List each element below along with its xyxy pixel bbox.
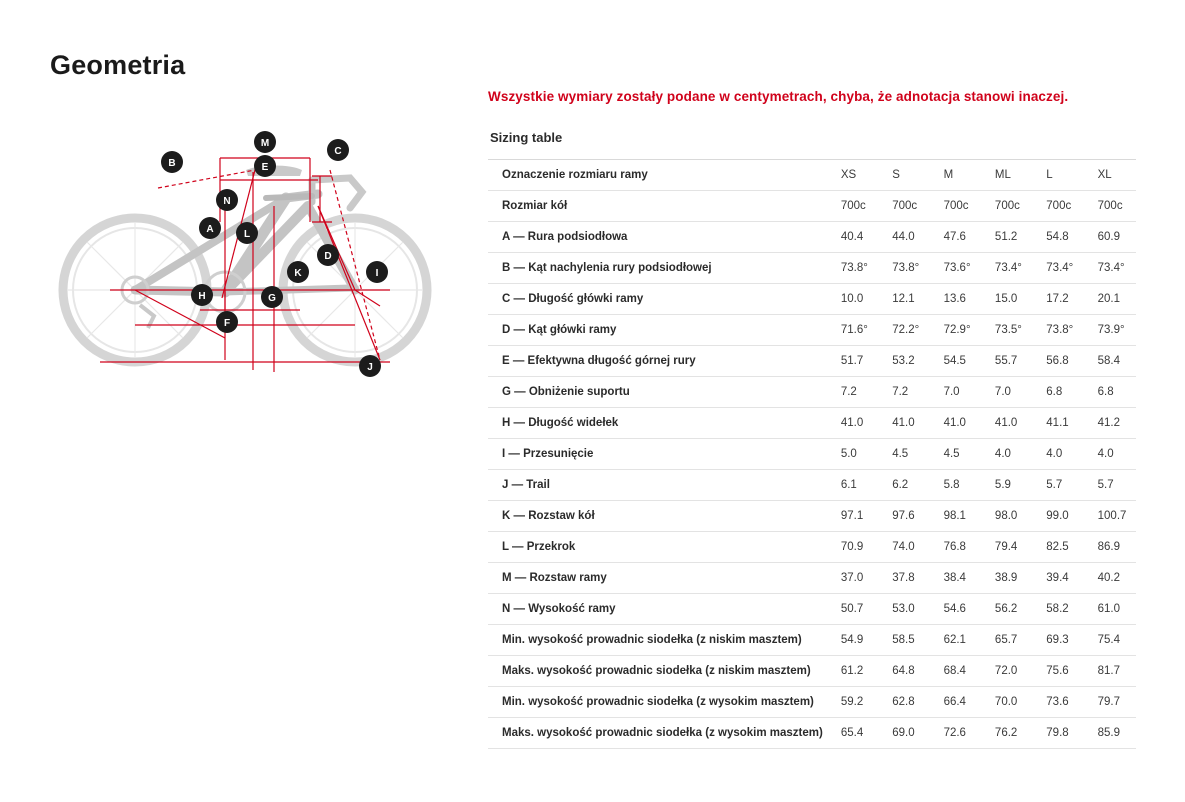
cell-value: 73.8° bbox=[878, 252, 929, 283]
table-row bbox=[488, 624, 1136, 655]
cell-value: 51.7 bbox=[827, 345, 878, 376]
cell-value: 73.4° bbox=[1032, 252, 1083, 283]
units-notice: Wszystkie wymiary zostały podane w centymetrach, chyba, że adnotacja stanowi inaczej. bbox=[488, 89, 1069, 104]
cell-value: 72.2° bbox=[878, 314, 929, 345]
geometry-table bbox=[488, 159, 1136, 749]
cell-value: 700c bbox=[1032, 190, 1083, 221]
cell-value: 41.2 bbox=[1084, 407, 1136, 438]
table-row bbox=[488, 438, 1136, 469]
cell-value: 79.7 bbox=[1084, 686, 1136, 717]
cell-value: 62.8 bbox=[878, 686, 929, 717]
cell-value: 62.1 bbox=[930, 624, 981, 655]
table-row bbox=[488, 593, 1136, 624]
cell-value: 100.7 bbox=[1084, 500, 1136, 531]
cell-value: 65.4 bbox=[827, 717, 878, 748]
cell-value: 75.6 bbox=[1032, 655, 1083, 686]
page-title: Geometria bbox=[50, 50, 186, 80]
svg-text:N: N bbox=[223, 196, 231, 207]
table-row bbox=[488, 376, 1136, 407]
column-header-s: S bbox=[878, 159, 929, 190]
cell-value: 64.8 bbox=[878, 655, 929, 686]
cell-value: 12.1 bbox=[878, 283, 929, 314]
cell-value: 81.7 bbox=[1084, 655, 1136, 686]
row-label: Maks. wysokość prowadnic siodełka (z niskim masztem) bbox=[488, 655, 827, 686]
cell-value: 15.0 bbox=[981, 283, 1032, 314]
column-header-xs: XS bbox=[827, 159, 878, 190]
cell-value: 72.0 bbox=[981, 655, 1032, 686]
cell-value: 59.2 bbox=[827, 686, 878, 717]
cell-value: 98.1 bbox=[930, 500, 981, 531]
cell-value: 7.2 bbox=[827, 376, 878, 407]
svg-text:C: C bbox=[334, 146, 342, 157]
cell-value: 4.5 bbox=[930, 438, 981, 469]
svg-text:J: J bbox=[367, 362, 373, 373]
cell-value: 70.0 bbox=[981, 686, 1032, 717]
row-label: C — Długość główki ramy bbox=[488, 283, 827, 314]
cell-value: 73.6 bbox=[1032, 686, 1083, 717]
cell-value: 51.2 bbox=[981, 221, 1032, 252]
svg-text:M: M bbox=[260, 138, 270, 149]
cell-value: 73.8° bbox=[1032, 314, 1083, 345]
table-body bbox=[488, 190, 1136, 748]
cell-value: 79.4 bbox=[981, 531, 1032, 562]
cell-value: 6.8 bbox=[1032, 376, 1083, 407]
cell-value: 39.4 bbox=[1032, 562, 1083, 593]
row-label: D — Kąt główki ramy bbox=[488, 314, 827, 345]
svg-text:I: I bbox=[375, 268, 379, 279]
cell-value: 79.8 bbox=[1032, 717, 1083, 748]
table-row bbox=[488, 655, 1136, 686]
cell-value: 5.8 bbox=[930, 469, 981, 500]
cell-value: 58.5 bbox=[878, 624, 929, 655]
cell-value: 61.0 bbox=[1084, 593, 1136, 624]
table-header-row bbox=[488, 159, 1136, 190]
cell-value: 53.0 bbox=[878, 593, 929, 624]
cell-value: 4.5 bbox=[878, 438, 929, 469]
column-header-l: L bbox=[1032, 159, 1083, 190]
cell-value: 7.0 bbox=[930, 376, 981, 407]
cell-value: 73.9° bbox=[1084, 314, 1136, 345]
cell-value: 700c bbox=[827, 190, 878, 221]
cell-value: 73.6° bbox=[930, 252, 981, 283]
table-row bbox=[488, 686, 1136, 717]
sizing-panel bbox=[488, 88, 1136, 749]
cell-value: 4.0 bbox=[1032, 438, 1083, 469]
cell-value: 66.4 bbox=[930, 686, 981, 717]
table-row bbox=[488, 717, 1136, 748]
cell-value: 75.4 bbox=[1084, 624, 1136, 655]
row-label: H — Długość widełek bbox=[488, 407, 827, 438]
cell-value: 97.6 bbox=[878, 500, 929, 531]
cell-value: 82.5 bbox=[1032, 531, 1083, 562]
cell-value: 700c bbox=[1084, 190, 1136, 221]
cell-value: 60.9 bbox=[1084, 221, 1136, 252]
svg-text:K: K bbox=[294, 268, 302, 279]
cell-value: 4.0 bbox=[1084, 438, 1136, 469]
cell-value: 41.0 bbox=[827, 407, 878, 438]
cell-value: 85.9 bbox=[1084, 717, 1136, 748]
cell-value: 55.7 bbox=[981, 345, 1032, 376]
table-row bbox=[488, 283, 1136, 314]
row-label: I — Przesunięcie bbox=[488, 438, 827, 469]
svg-text:D: D bbox=[324, 251, 332, 262]
cell-value: 41.1 bbox=[1032, 407, 1083, 438]
cell-value: 700c bbox=[878, 190, 929, 221]
cell-value: 73.4° bbox=[981, 252, 1032, 283]
table-row bbox=[488, 190, 1136, 221]
table-row bbox=[488, 252, 1136, 283]
cell-value: 54.8 bbox=[1032, 221, 1083, 252]
bike-geometry-diagram bbox=[50, 110, 450, 400]
cell-value: 73.5° bbox=[981, 314, 1032, 345]
cell-value: 56.2 bbox=[981, 593, 1032, 624]
row-label: J — Trail bbox=[488, 469, 827, 500]
svg-text:B: B bbox=[168, 158, 176, 169]
row-label: Rozmiar kół bbox=[488, 190, 827, 221]
cell-value: 10.0 bbox=[827, 283, 878, 314]
cell-value: 69.3 bbox=[1032, 624, 1083, 655]
cell-value: 47.6 bbox=[930, 221, 981, 252]
cell-value: 86.9 bbox=[1084, 531, 1136, 562]
cell-value: 61.2 bbox=[827, 655, 878, 686]
row-label: Min. wysokość prowadnic siodełka (z wysokim masztem) bbox=[488, 686, 827, 717]
cell-value: 54.6 bbox=[930, 593, 981, 624]
cell-value: 5.9 bbox=[981, 469, 1032, 500]
cell-value: 41.0 bbox=[981, 407, 1032, 438]
cell-value: 37.0 bbox=[827, 562, 878, 593]
table-row bbox=[488, 500, 1136, 531]
cell-value: 54.5 bbox=[930, 345, 981, 376]
table-row bbox=[488, 562, 1136, 593]
cell-value: 38.4 bbox=[930, 562, 981, 593]
cell-value: 6.8 bbox=[1084, 376, 1136, 407]
cell-value: 700c bbox=[981, 190, 1032, 221]
cell-value: 73.8° bbox=[827, 252, 878, 283]
row-label: B — Kąt nachylenia rury podsiodłowej bbox=[488, 252, 827, 283]
cell-value: 99.0 bbox=[1032, 500, 1083, 531]
cell-value: 20.1 bbox=[1084, 283, 1136, 314]
sizing-table-label: Sizing table bbox=[490, 129, 563, 145]
table-row bbox=[488, 469, 1136, 500]
cell-value: 40.4 bbox=[827, 221, 878, 252]
cell-value: 70.9 bbox=[827, 531, 878, 562]
table-row bbox=[488, 314, 1136, 345]
cell-value: 44.0 bbox=[878, 221, 929, 252]
cell-value: 53.2 bbox=[878, 345, 929, 376]
table-row bbox=[488, 221, 1136, 252]
svg-text:A: A bbox=[206, 224, 214, 235]
cell-value: 74.0 bbox=[878, 531, 929, 562]
cell-value: 41.0 bbox=[930, 407, 981, 438]
cell-value: 6.1 bbox=[827, 469, 878, 500]
cell-value: 4.0 bbox=[981, 438, 1032, 469]
cell-value: 37.8 bbox=[878, 562, 929, 593]
row-label: N — Wysokość ramy bbox=[488, 593, 827, 624]
cell-value: 6.2 bbox=[878, 469, 929, 500]
cell-value: 700c bbox=[930, 190, 981, 221]
column-header-ml: ML bbox=[981, 159, 1032, 190]
row-label: E — Efektywna długość górnej rury bbox=[488, 345, 827, 376]
row-label: G — Obniżenie suportu bbox=[488, 376, 827, 407]
cell-value: 5.0 bbox=[827, 438, 878, 469]
cell-value: 76.8 bbox=[930, 531, 981, 562]
svg-text:H: H bbox=[198, 291, 206, 302]
cell-value: 7.0 bbox=[981, 376, 1032, 407]
cell-value: 13.6 bbox=[930, 283, 981, 314]
table-row bbox=[488, 345, 1136, 376]
cell-value: 5.7 bbox=[1032, 469, 1083, 500]
row-label: M — Rozstaw ramy bbox=[488, 562, 827, 593]
cell-value: 65.7 bbox=[981, 624, 1032, 655]
svg-text:E: E bbox=[261, 162, 269, 173]
cell-value: 38.9 bbox=[981, 562, 1032, 593]
row-label: Maks. wysokość prowadnic siodełka (z wysokim masztem) bbox=[488, 717, 827, 748]
cell-value: 97.1 bbox=[827, 500, 878, 531]
cell-value: 7.2 bbox=[878, 376, 929, 407]
svg-text:L: L bbox=[243, 229, 251, 240]
svg-text:F: F bbox=[223, 318, 231, 329]
cell-value: 58.4 bbox=[1084, 345, 1136, 376]
cell-value: 56.8 bbox=[1032, 345, 1083, 376]
cell-value: 54.9 bbox=[827, 624, 878, 655]
cell-value: 72.9° bbox=[930, 314, 981, 345]
table-row bbox=[488, 531, 1136, 562]
cell-value: 73.4° bbox=[1084, 252, 1136, 283]
cell-value: 72.6 bbox=[930, 717, 981, 748]
svg-text:G: G bbox=[268, 293, 276, 304]
cell-value: 71.6° bbox=[827, 314, 878, 345]
cell-value: 50.7 bbox=[827, 593, 878, 624]
cell-value: 76.2 bbox=[981, 717, 1032, 748]
column-header-m: M bbox=[930, 159, 981, 190]
cell-value: 5.7 bbox=[1084, 469, 1136, 500]
cell-value: 58.2 bbox=[1032, 593, 1083, 624]
cell-value: 17.2 bbox=[1032, 283, 1083, 314]
cell-value: 98.0 bbox=[981, 500, 1032, 531]
row-label: A — Rura podsiodłowa bbox=[488, 221, 827, 252]
column-header-xl: XL bbox=[1084, 159, 1136, 190]
row-label: L — Przekrok bbox=[488, 531, 827, 562]
row-label: Min. wysokość prowadnic siodełka (z niskim masztem) bbox=[488, 624, 827, 655]
table-row bbox=[488, 407, 1136, 438]
column-header-size-designation: Oznaczenie rozmiaru ramy bbox=[488, 159, 827, 190]
row-label: K — Rozstaw kół bbox=[488, 500, 827, 531]
cell-value: 41.0 bbox=[878, 407, 929, 438]
cell-value: 68.4 bbox=[930, 655, 981, 686]
cell-value: 40.2 bbox=[1084, 562, 1136, 593]
cell-value: 69.0 bbox=[878, 717, 929, 748]
